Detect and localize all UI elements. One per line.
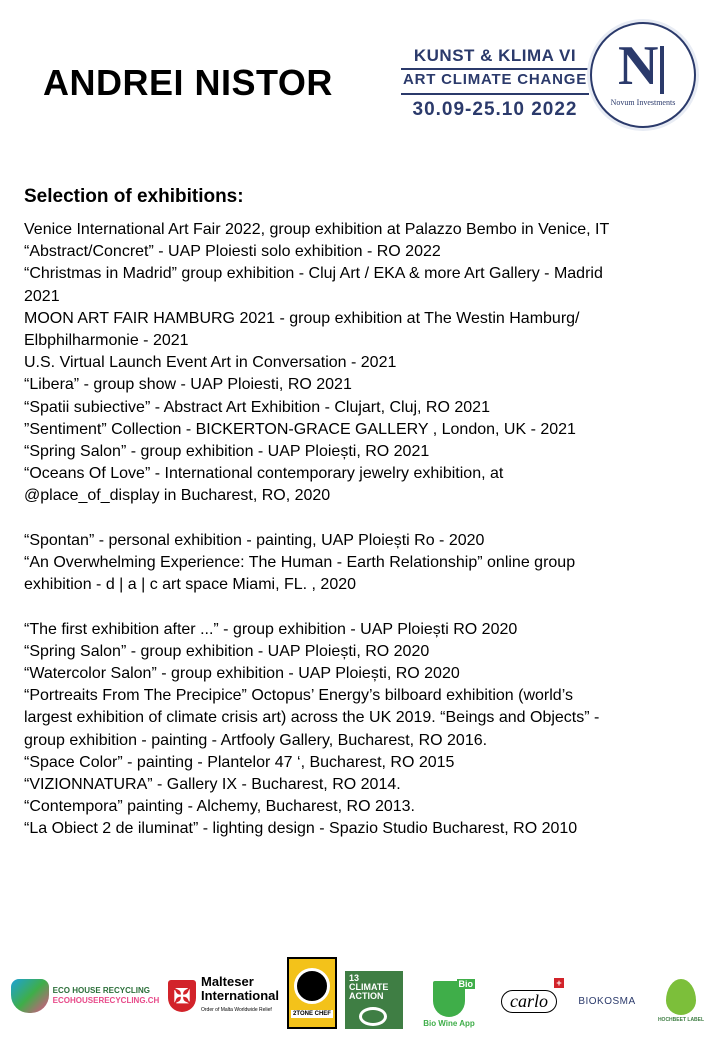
sdg-heading: 13 CLIMATE ACTION: [349, 973, 389, 1001]
exhibition-line: @place_of_display in Bucharest, RO, 2020: [24, 487, 331, 505]
hochbeet-label: HOCHBEET LABEL: [657, 1017, 705, 1023]
exhibition-line: group exhibition - painting - Artfooly Gallery, Bucharest, RO 2016.: [24, 731, 488, 749]
event-divider: [401, 93, 589, 95]
exhibition-line: 2021: [24, 287, 60, 305]
exhibition-line: “VIZIONNATURA” - Gallery IX - Bucharest, RO 2014.: [24, 776, 401, 794]
chef-face-icon: [294, 968, 330, 1004]
exhibition-spacer: [24, 596, 694, 618]
eco-house-recycling-logo: [10, 976, 160, 1016]
malteser-international-logo: [168, 974, 280, 1014]
exhibition-line: ”Sentiment” Collection - BICKERTON-GRACE GALLERY , London, UK - 2021: [24, 420, 576, 438]
sdg-climate-action-logo: [345, 971, 403, 1029]
exhibition-line: “Abstract/Concret” - UAP Ploiesti solo exhibition - RO 2022: [24, 243, 441, 261]
biokosma-name: BIOKOSMA: [578, 995, 636, 1007]
building-icon: [660, 46, 670, 94]
exhibition-line: “Christmas in Madrid” group exhibition - Cluj Art / EKA & more Art Gallery - Madrid: [24, 265, 603, 283]
seal-name: Novum Investments: [610, 98, 676, 107]
eco-url: ECOHOUSERECYCLING.CH: [52, 996, 160, 1005]
exhibition-line: U.S. Virtual Launch Event Art in Conversation - 2021: [24, 354, 397, 372]
seal-letter: N: [618, 35, 659, 97]
exhibition-line: “Watercolor Salon” - group exhibition - UAP Ploiești, RO 2020: [24, 665, 460, 683]
bio-wine-app-logo: [420, 975, 478, 1033]
exhibition-line: “An Overwhelming Experience: The Human - Earth Relationship” online group: [24, 554, 576, 572]
exhibition-line: “La Obiect 2 de iluminat” - lighting design - Spazio Studio Bucharest, RO 2010: [24, 820, 578, 838]
maltese-cross-icon: ✠: [168, 980, 196, 1012]
bio-label: Bio: [458, 978, 473, 989]
section-title: Selection of exhibitions:: [24, 186, 244, 207]
exhibition-line: “Spring Salon” - group exhibition - UAP Ploiești, RO 2020: [24, 642, 430, 660]
event-logo: [395, 22, 705, 134]
recycling-house-icon: [11, 979, 49, 1013]
biokosma-logo: [575, 990, 639, 1012]
malteser-line1: Malteser: [201, 974, 254, 989]
exhibition-line: “Portreaits From The Precipice” Octopus’ Energy’s bilboard exhibition (world’s: [24, 687, 573, 705]
artist-name: ANDREI NISTOR: [43, 62, 333, 103]
exhibition-line: “Libera” - group show - UAP Ploiesti, RO 2021: [24, 376, 352, 394]
event-title-line2: ART CLIMATE CHANGE: [402, 71, 588, 88]
exhibition-list: [24, 219, 694, 841]
leaf-icon: [666, 979, 696, 1015]
exhibition-line: largest exhibition of climate crisis art) across the UK 2019. “Beings and Objects” -: [24, 709, 600, 727]
exhibition-line: Venice International Art Fair 2022, group exhibition at Palazzo Bembo in Venice, IT: [24, 221, 610, 238]
exhibition-line: “Spatii subiective” - Abstract Art Exhibition - Clujart, Cluj, RO 2021: [24, 398, 490, 416]
exhibition-line: “Spontan” - personal exhibition - painting, UAP Ploiești Ro - 2020: [24, 531, 485, 549]
earth-eye-icon: [359, 1007, 387, 1026]
carlo-name: carlo: [501, 990, 557, 1013]
hochbeet-label-logo: [655, 977, 707, 1025]
exhibition-line: “Space Color” - painting - Plantelor 47 ‘, Bucharest, RO 2015: [24, 753, 455, 771]
exhibition-line: “Oceans Of Love” - International contemporary jewelry exhibition, at: [24, 465, 504, 483]
novum-investments-logo: [590, 22, 696, 128]
malteser-line2: International: [201, 988, 280, 1003]
2tone-label: 2TONE CHEF: [293, 1011, 331, 1017]
wine-glass-icon: [433, 978, 473, 1017]
event-title-line1: KUNST & KLIMA VI: [413, 46, 577, 65]
exhibition-line: “Contempora” painting - Alchemy, Bucharest, RO 2013.: [24, 798, 415, 816]
eco-name: ECO HOUSE RECYCLING: [52, 986, 150, 995]
swiss-flag-icon: +: [554, 978, 564, 988]
exhibition-line: “Spring Salon” - group exhibition - UAP Ploiești, RO 2021: [24, 443, 430, 461]
exhibition-line: “The first exhibition after ...” - group exhibition - UAP Ploiești RO 2020: [24, 620, 518, 638]
malteser-sub: Order of Malta Worldwide Relief: [201, 1007, 272, 1013]
event-dates: 30.09-25.10 2022: [412, 99, 578, 120]
2tone-chef-logo: [287, 957, 337, 1029]
carlo-logo: [488, 978, 570, 1020]
event-divider: [401, 68, 589, 70]
exhibition-line: MOON ART FAIR HAMBURG 2021 - group exhibition at The Westin Hamburg/: [24, 309, 580, 327]
exhibition-spacer: [24, 508, 694, 530]
bio-app-label: Bio Wine App: [423, 1018, 475, 1028]
exhibition-line: exhibition - d | a | c art space Miami, FL. , 2020: [24, 576, 357, 594]
exhibition-line: Elbphilharmonie - 2021: [24, 332, 189, 350]
